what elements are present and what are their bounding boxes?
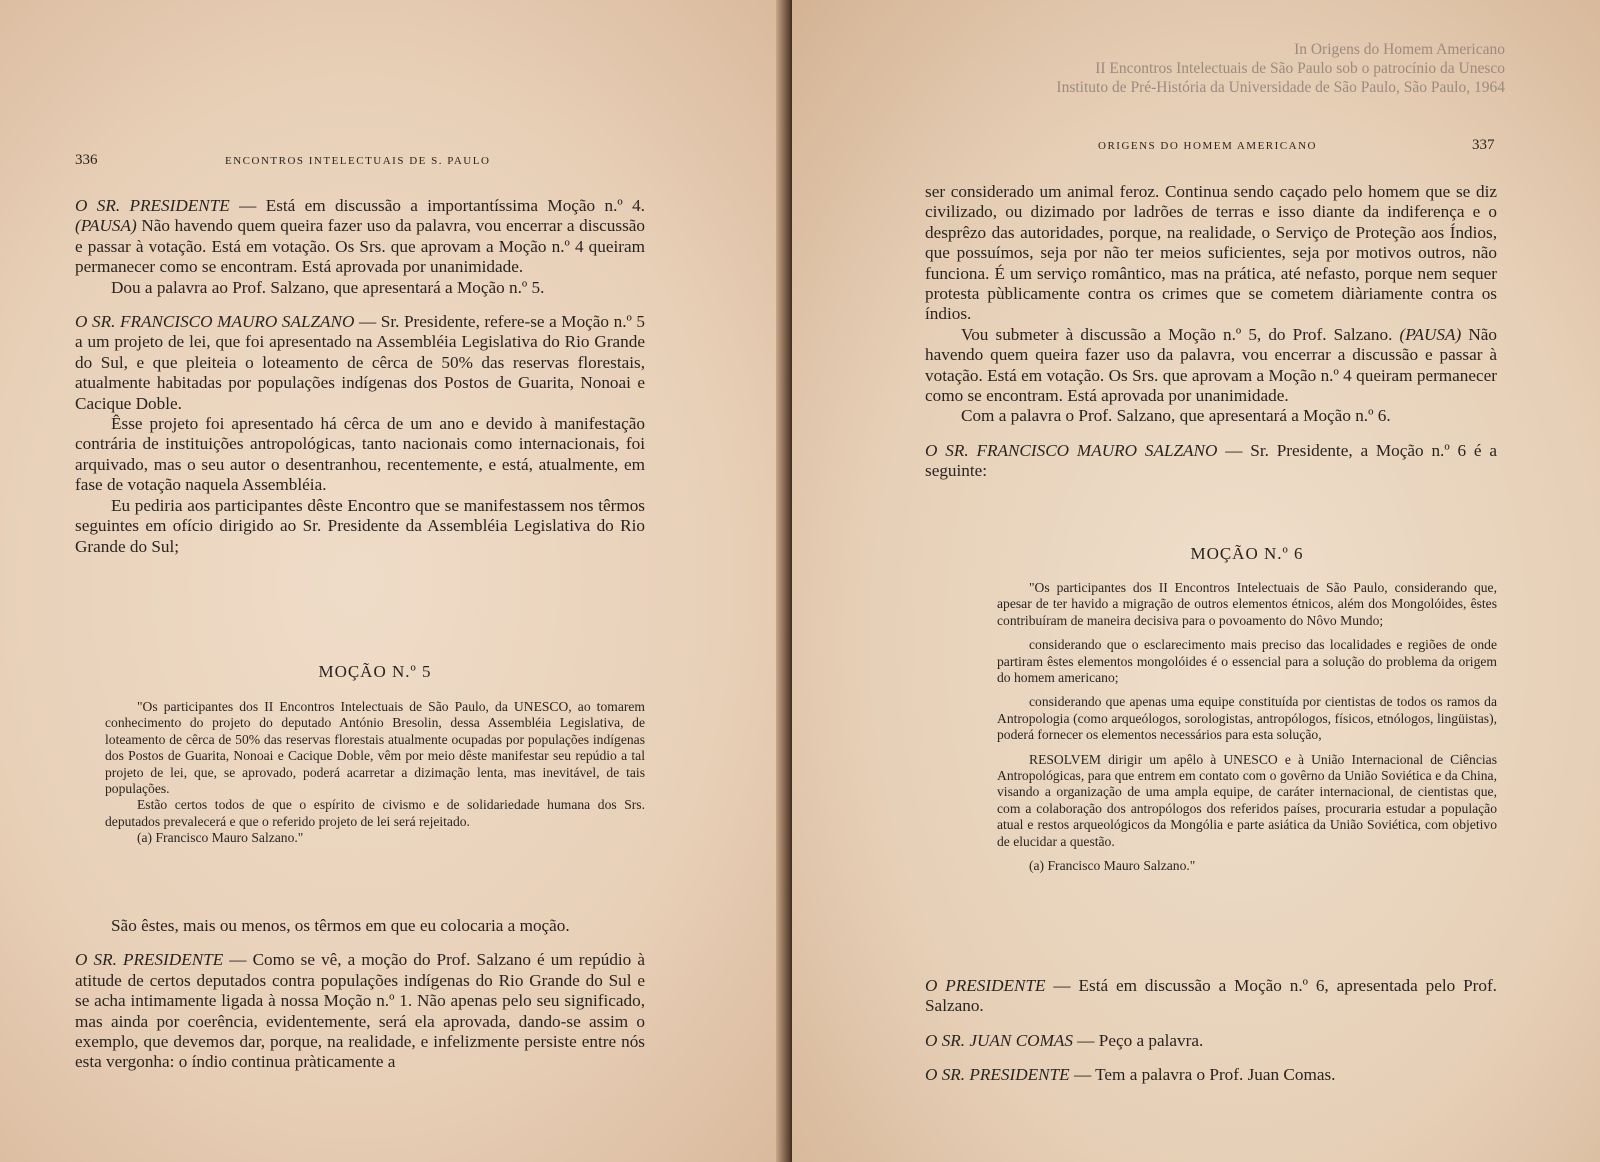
watermark-line: Instituto de Pré-História da Universidade de São Paulo, São Paulo, 1964 bbox=[1056, 79, 1505, 96]
speaker: O SR. PRESIDENTE bbox=[925, 1065, 1070, 1085]
speaker: O PRESIDENTE bbox=[925, 976, 1046, 995]
speaker: O SR. PRESIDENTE bbox=[75, 196, 230, 215]
page-number: 337 bbox=[1472, 137, 1495, 153]
watermark-line: II Encontros Intelectuais de São Paulo sob o patrocínio da Unesco bbox=[1095, 60, 1505, 77]
text: — Sr. Presidente, a Moção n.º 6 é a seguinte: bbox=[925, 440, 1497, 481]
watermark bbox=[805, 40, 1505, 97]
speaker: O SR. PRESIDENTE bbox=[75, 950, 224, 970]
running-head: ENCONTROS INTELECTUAIS DE S. PAULO bbox=[225, 155, 491, 167]
left-body-bottom bbox=[75, 916, 645, 1073]
quote-paragraph: Estão certos todos de que o espírito de civismo e de solidariedade humana dos Srs. deputados prevalecerá e que o referido projeto de lei será rejeitado. bbox=[105, 797, 645, 829]
paragraph bbox=[75, 312, 645, 414]
motion-quote bbox=[105, 699, 645, 847]
text: Não havendo quem queira fazer uso da palavra, vou encerrar a discussão e passar à votação. Está em votação. Os Srs. que aprovam a Moção n.º 4 queiram permanecer como se encontram. Está aprovada por unanimidade. bbox=[75, 216, 645, 277]
quote-signature: (a) Francisco Mauro Salzano." bbox=[1029, 858, 1196, 874]
left-page bbox=[0, 0, 790, 1162]
speaker: O SR. JUAN COMAS bbox=[925, 1030, 1073, 1050]
motion-title: MOÇÃO N.º 5 bbox=[318, 662, 432, 681]
text: — Tem a palavra o Prof. Juan Comas. bbox=[1069, 1065, 1336, 1085]
paragraph: Com a palavra o Prof. Salzano, que apresentará a Moção n.º 6. bbox=[961, 406, 1391, 426]
quote-paragraph: "Os participantes dos II Encontros Intelectuais de São Paulo, da UNESCO, ao tomarem conhecimento do projeto do deputado António Bresolin, dessa Assembléia Legislativa, de loteamento de cêrca de 50% das reservas florestais atualmente ocupadas por populações indígenas dos Postos de Guarita, Nonoai e Cacique Doble, vêm por meio dêste manifestar seu repúdio a tal projeto de lei, que, se aprovado, poderá acarretar a dizimação lenta, mas inevitável, de tais populações. bbox=[105, 699, 645, 797]
pausa: (PAUSA) bbox=[1399, 324, 1462, 344]
speaker: O SR. FRANCISCO MAURO SALZANO bbox=[75, 312, 355, 332]
paragraph bbox=[925, 976, 1497, 1017]
motion-quote bbox=[997, 580, 1497, 875]
paragraph: ser considerado um animal feroz. Continua sendo caçado pelo homem que se diz civilizado, ou dizimado por ladrões de terras e isso diante da indiferença e o desprêzo das autoridades, porque, na realidade, o Serviço de Proteção aos Índios, que possuímos, seja por não ter meios suficientes, seja por motivos outros, não funciona. É um serviço romântico, mas na prática, até nefasto, porque nem sequer protesta pùblicamente contra os crimes que se cometem diàriamente contra os índios. bbox=[925, 182, 1497, 324]
right-page bbox=[792, 0, 1600, 1162]
quote-paragraph: RESOLVEM dirigir um apêlo à UNESCO e à União Internacional de Ciências Antropológicas, para que entrem em contato com o govêrno da União Soviética e da China, visando a organização de uma ampla equipe, de caráter internacional, de cientistas que, com a colaboração dos antropólogos dos referidos países, procuraria estudar a população atual e restos arqueológicos da Mongólia e parte asiática da União Soviética, com objetivo de elucidar a questão. bbox=[997, 751, 1497, 849]
quote-paragraph: considerando que apenas uma equipe constituída por cientistas de todos os ramos da Antropologia (como arqueólogos, sorologistas, antropólogos, físicos, etnólogos, lingüistas), poderá fornecer os elementos necessários para esta solução, bbox=[997, 694, 1497, 743]
paragraph: Êsse projeto foi apresentado há cêrca de um ano e devido à manifestação contrária de instituições antropológicas, tanto nacionais como internacionais, foi arquivado, mas o seu autor o desentranhou, recentemente, e está, atualmente, em fase de votação naquela Assembléia. bbox=[75, 414, 645, 495]
text: — Sr. Presidente, refere-se a Moção n.º 5 a um projeto de lei, que foi apresentado na Assembléia Legislativa do Rio Grande do Sul, e que pleiteia o loteamento de cêrca de 50% das reservas florestais, atualmente habitadas por populações indígenas dos Postos de Guarita, Nonoai e Cacique Doble. bbox=[75, 312, 645, 413]
text: Vou submeter à discussão a Moção n.º 5, do Prof. Salzano. bbox=[961, 324, 1400, 344]
quote-signature: (a) Francisco Mauro Salzano." bbox=[137, 830, 304, 846]
paragraph: Eu pediria aos participantes dêste Encontro que se manifestassem nos têrmos seguintes em ofício dirigido ao Sr. Presidente da Assembléia Legislativa do Rio Grande do Sul; bbox=[75, 495, 645, 556]
paragraph bbox=[75, 196, 645, 278]
paragraph bbox=[925, 441, 1497, 482]
paragraph: Dou a palavra ao Prof. Salzano, que apresentará a Moção n.º 5. bbox=[111, 277, 545, 297]
running-head: ORIGENS DO HOMEM AMERICANO bbox=[1098, 140, 1317, 152]
text: — Como se vê, a moção do Prof. Salzano é um repúdio à atitude de certos deputados contra populações indígenas do Rio Grande do Sul e se acha intimamente ligada à nossa Moção n.º 1. Não apenas pelo seu significado, mas ainda por coerência, evidentemente, será ela aprovada, dando-se assim o exemplo, que devemos dar, porque, na realidade, e infelizmente persiste entre nós esta vergonha: o índio continua pràticamente a bbox=[75, 950, 645, 1072]
paragraph bbox=[75, 950, 645, 1072]
paragraph bbox=[925, 1031, 1497, 1051]
motion-title: MOÇÃO N.º 6 bbox=[1190, 544, 1304, 563]
quote-paragraph: considerando que o esclarecimento mais preciso das localidades e regiões de onde partiram êstes elementos mongolóides é o essencial para a solução do problema da origem do homem americano; bbox=[997, 637, 1497, 686]
page-number: 336 bbox=[75, 152, 98, 168]
text: — Está em discussão a Moção n.º 6, apresentada pelo Prof. Salzano. bbox=[925, 976, 1497, 1016]
left-body bbox=[75, 196, 645, 557]
paragraph bbox=[925, 325, 1497, 407]
text: — Está em discussão a importantíssima Moção n.º 4. bbox=[229, 196, 645, 215]
watermark-line: In Origens do Homem Americano bbox=[1294, 41, 1505, 58]
paragraph: São êstes, mais ou menos, os têrmos em que eu colocaria a moção. bbox=[111, 916, 570, 935]
text: — Peço a palavra. bbox=[1072, 1030, 1204, 1050]
quote-paragraph: "Os participantes dos II Encontros Intelectuais de São Paulo, considerando que, apesar de ter havido a migração de outros elementos étnicos, além dos Mongolóides, êstes contribuíram de maneira decisiva para o povoamento do Nôvo Mundo; bbox=[997, 580, 1497, 628]
pausa: (PAUSA) bbox=[75, 216, 137, 236]
text: Não havendo quem queira fazer uso da palavra, vou encerrar a discussão e passar à votação. Está em votação. Os Srs. que aprovam a Moção n.º 4 queiram permanecer como se encontram. Está aprovada por unanimidade. bbox=[925, 324, 1497, 406]
paragraph bbox=[925, 1065, 1497, 1085]
speaker: O SR. FRANCISCO MAURO SALZANO bbox=[925, 440, 1218, 460]
right-body bbox=[925, 182, 1497, 482]
right-body-bottom bbox=[925, 976, 1497, 1086]
